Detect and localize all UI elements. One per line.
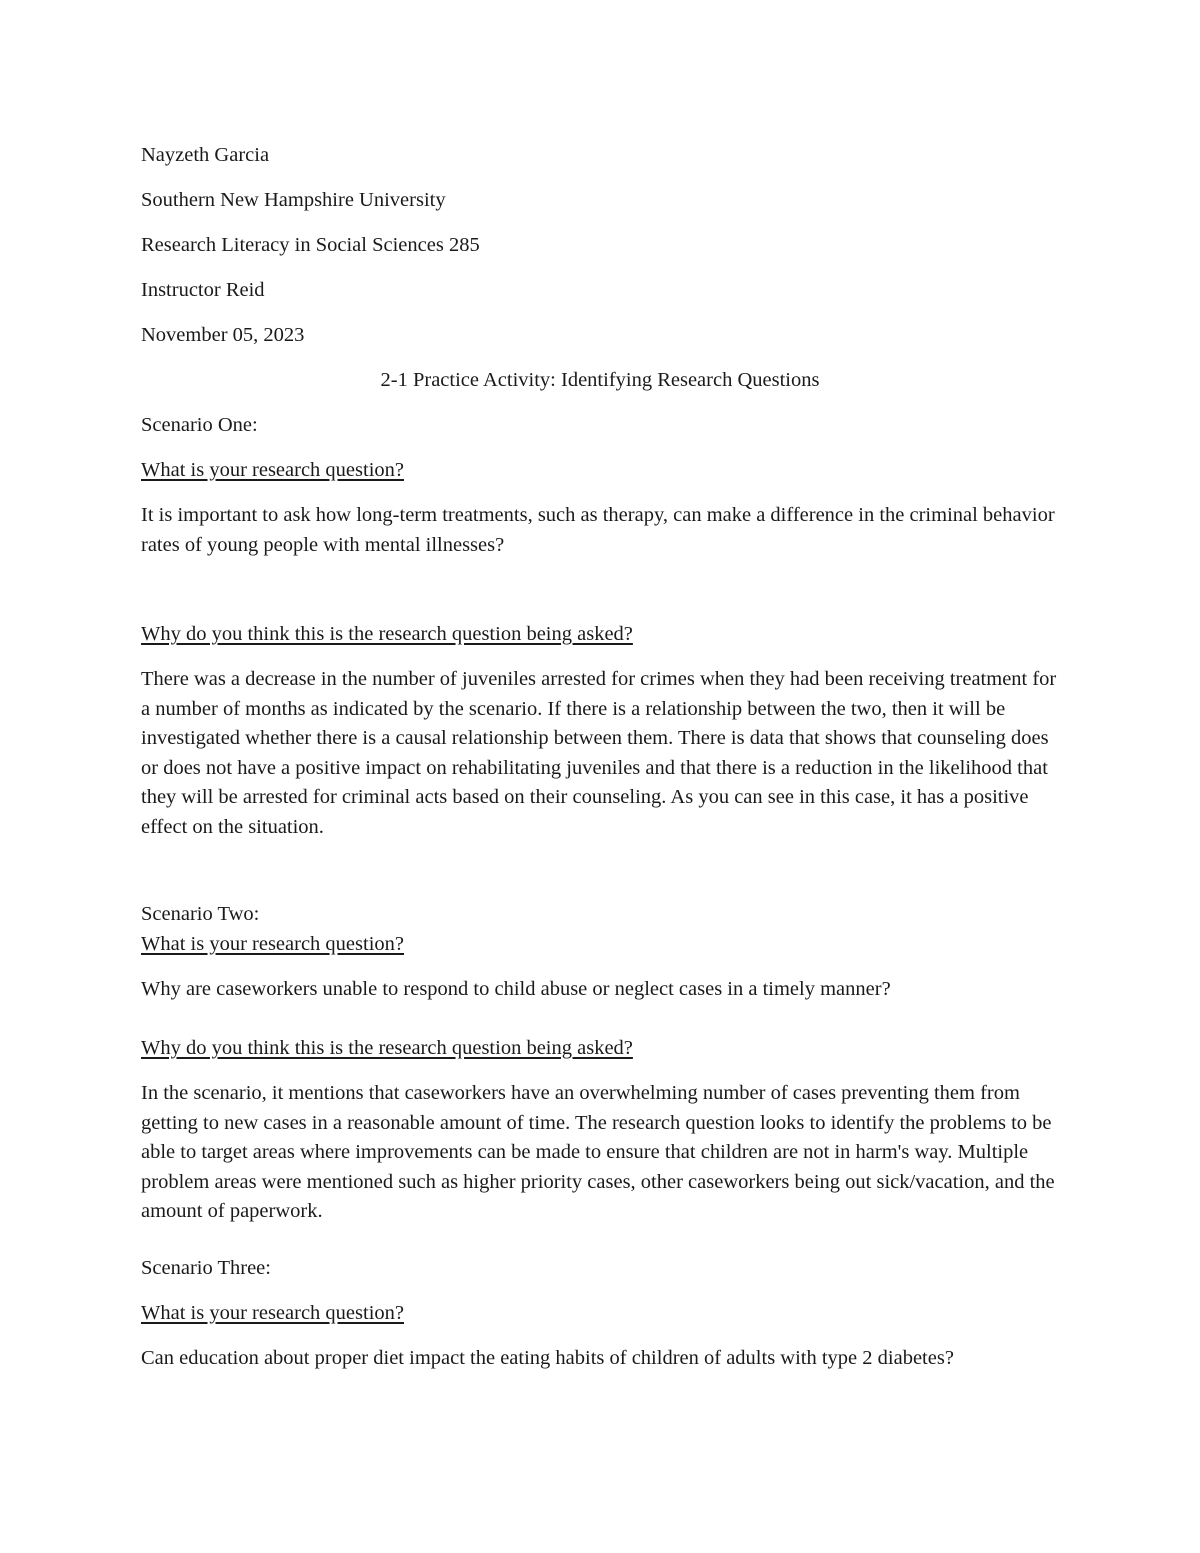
scenario-two-label: Scenario Two: xyxy=(141,903,260,925)
instructor-name: Instructor Reid xyxy=(141,279,265,301)
scenario-three-question-answer: Can education about proper diet impact the eating habits of children of adults with type 2 diabetes? xyxy=(141,1347,954,1369)
document-date: November 05, 2023 xyxy=(141,324,305,346)
author-name: Nayzeth Garcia xyxy=(141,144,270,166)
scenario-three-label: Scenario Three: xyxy=(141,1257,271,1279)
scenario-one-question-heading: What is your research question? xyxy=(141,459,404,481)
scenario-one-why-answer: There was a decrease in the number of juveniles arrested for crimes when they had been receiving treatment for a number of months as indicated by the scenario. If there is a relationship between the two, then it will be investigated whether there is a causal relationship between them. There is data that shows that counseling does or does not have a positive impact on rehabilitating juveniles and that there is a reduction in the likelihood that they will be arrested for criminal acts based on their counseling. As you can see in this case, it has a positive effect on the situation. xyxy=(141,668,1057,838)
university-name: Southern New Hampshire University xyxy=(141,189,446,211)
scenario-three-question-heading: What is your research question? xyxy=(141,1302,404,1324)
scenario-one-question-answer: It is important to ask how long-term treatments, such as therapy, can make a difference in the criminal behavior rates of young people with mental illnesses? xyxy=(141,504,1055,556)
scenario-two-why-answer: In the scenario, it mentions that caseworkers have an overwhelming number of cases preventing them from getting to new cases in a reasonable amount of time. The research question looks to identify the problems to be able to target areas where improvements can be made to ensure that children are not in harm's way. Multiple problem areas were mentioned such as higher priority cases, other caseworkers being out sick/vacation, and the amount of paperwork. xyxy=(141,1082,1055,1222)
scenario-one-why-heading: Why do you think this is the research question being asked? xyxy=(141,623,633,645)
scenario-one-label: Scenario One: xyxy=(141,414,258,436)
scenario-two-question-heading: What is your research question? xyxy=(141,933,404,955)
course-name: Research Literacy in Social Sciences 285 xyxy=(141,234,480,256)
document-title: 2-1 Practice Activity: Identifying Research Questions xyxy=(380,369,820,391)
scenario-two-why-heading: Why do you think this is the research question being asked? xyxy=(141,1037,633,1059)
scenario-two-question-answer: Why are caseworkers unable to respond to child abuse or neglect cases in a timely manner? xyxy=(141,978,891,1000)
